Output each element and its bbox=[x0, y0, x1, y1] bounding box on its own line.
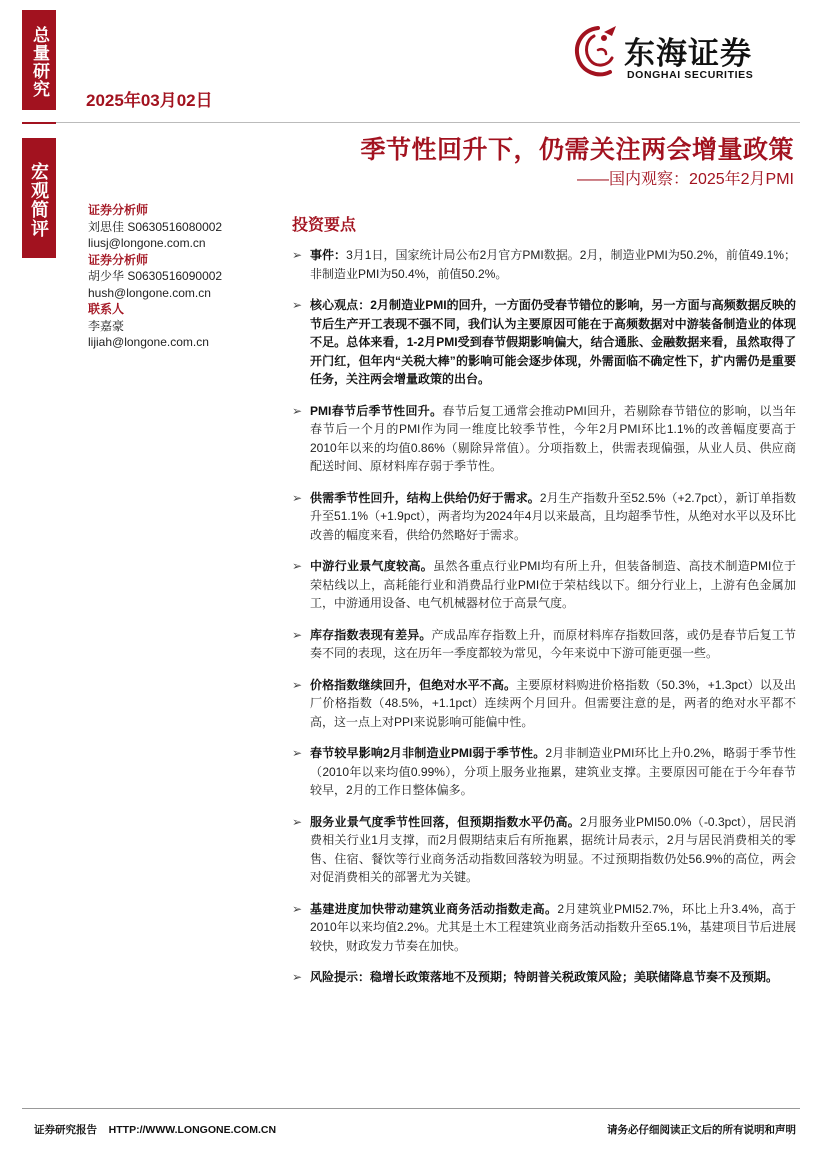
header-divider bbox=[22, 122, 800, 123]
key-point-lead: 春节较早影响2月非制造业PMI弱于季节性。 bbox=[310, 746, 546, 760]
analyst-email: liusj@longone.com.cn bbox=[88, 236, 206, 250]
footer-divider bbox=[22, 1108, 800, 1109]
header-divider-accent bbox=[22, 122, 56, 124]
key-point-text: 春节后复工通常会推动PMI回升，若剔除春节错位的影响，以当年春节后一个月的PMI作为同一维度比较季节性，今年2月PMI环比1.1%的改善幅度要高于2010年以来的均值0.86%（剔除异常值）。分项指数上，供需表现偏强，从业人员、供应商配送时间、原材料库存弱于季节性。 bbox=[310, 403, 796, 473]
arrow-bullet-icon: ➢ bbox=[292, 901, 303, 916]
key-point-lead: 中游行业景气度较高。 bbox=[310, 559, 434, 573]
risk-warning-text: 稳增长政策落地不及预期；特朗普关税政策风险；美联储降息节奏不及预期。 bbox=[370, 970, 779, 984]
report-category-label: 总量研究 bbox=[30, 26, 49, 98]
key-point-lead: 基建进度加快带动建筑业商务活动指数走高。 bbox=[310, 901, 558, 916]
arrow-bullet-icon: ➢ bbox=[292, 490, 303, 505]
key-point-text: 2月制造业PMI的回升，一方面仍受春节错位的影响，另一方面与高频数据反映的节后生产开工表现不强不同，我们认为主要原因可能在于高频数据对中游装备制造业的体现不足。总体来看，1-2月PMI受到春节假期影响偏大，结合通胀、金融数据来看，虽然取得了开门红，但年内“关税大棒”的影响可能会逐步体现，外需面临不确定性下，扩内需仍是重要任务，关注两会增量政策的出台。 bbox=[310, 298, 796, 386]
key-point-lead: 价格指数继续回升，但绝对水平不高。 bbox=[310, 677, 517, 692]
key-point-text: 虽然各重点行业PMI均有所上升，但装备制造、高技术制造PMI位于荣枯线以上，高耗能行业和消费品行业PMI位于荣枯线以下。细分行业上，上游有色金属加工，中游通用设备、电气机械器材位于高景气度。 bbox=[310, 559, 796, 610]
key-point-lead: 事件： bbox=[310, 248, 347, 262]
company-logo-text: 东海证券 bbox=[624, 36, 752, 72]
report-title: 季节性回升下，仍需关注两会增量政策 bbox=[360, 136, 794, 164]
company-logo-english: DONGHAI SECURITIES bbox=[627, 69, 754, 81]
key-point-text: 2月服务业PMI50.0%（-0.3pct），居民消费相关行业1月支撑，而2月假期结束后有所拖累，据统计局表示，2月与居民消费相关的零售、住宿、餐饮等行业商务活动指数回落较为明显。不过预期指数仍处56.9%的高位，两会对促消费相关的部署尤为关键。 bbox=[310, 814, 796, 884]
key-point-item bbox=[292, 744, 796, 800]
key-point-lead: 服务业景气度季节性回落，但预期指数水平仍高。 bbox=[310, 814, 580, 829]
footer-website: 证券研究报告 HTTP://WWW.LONGONE.COM.CN bbox=[34, 1124, 277, 1136]
key-point-item bbox=[292, 626, 796, 663]
risk-warning-lead: 风险提示： bbox=[310, 970, 371, 984]
key-point-text: 产成品库存指数上升，而原材料库存指数回落，或仍是春节后复工节奏不同的表现，这在历年一季度都较为常见，今年来说中下游可能更强一些。 bbox=[310, 627, 796, 660]
report-type-tag bbox=[22, 138, 56, 258]
arrow-bullet-icon: ➢ bbox=[292, 248, 303, 262]
contact-name: 李嘉豪 bbox=[88, 318, 125, 333]
arrow-bullet-icon: ➢ bbox=[292, 559, 303, 573]
footer-disclaimer: 请务必仔细阅读正文后的所有说明和声明 bbox=[607, 1124, 796, 1136]
key-point-item bbox=[292, 557, 796, 613]
analyst-role: 证券分析师 bbox=[88, 203, 149, 217]
analyst-name: 刘思佳 S0630516080002 bbox=[88, 219, 223, 234]
key-point-item bbox=[292, 813, 796, 887]
arrow-bullet-icon: ➢ bbox=[292, 627, 303, 642]
section-heading: 投资要点 bbox=[292, 217, 357, 234]
contact-role: 联系人 bbox=[88, 302, 125, 316]
arrow-bullet-icon: ➢ bbox=[292, 298, 303, 312]
analyst-role: 证券分析师 bbox=[88, 252, 149, 267]
risk-warning-item bbox=[292, 968, 796, 987]
key-point-lead: PMI春节后季节性回升。 bbox=[310, 403, 443, 418]
report-date: 2025年03月02日 bbox=[86, 91, 213, 110]
arrow-bullet-icon: ➢ bbox=[292, 970, 303, 984]
key-point-lead: 核心观点： bbox=[310, 298, 371, 312]
key-point-item bbox=[292, 676, 796, 732]
report-type-label: 宏观简评 bbox=[29, 162, 49, 238]
report-category-tag bbox=[22, 10, 56, 110]
analyst-name: 胡少华 S0630516090002 bbox=[88, 269, 223, 283]
arrow-bullet-icon: ➢ bbox=[292, 814, 303, 829]
analyst-entry bbox=[88, 301, 268, 351]
key-point-item bbox=[292, 900, 796, 956]
report-subtitle: ——国内观察：2025年2月PMI bbox=[577, 171, 794, 188]
analyst-list bbox=[88, 202, 268, 351]
key-point-text: 3月1日，国家统计局公布2月官方PMI数据。2月，制造业PMI为50.2%，前值49.1%；非制造业PMI为50.4%，前值50.2%。 bbox=[310, 248, 796, 281]
key-point-item bbox=[292, 402, 796, 476]
key-point-text: 2月建筑业PMI52.7%，环比上升3.4%，高于2010年以来均值2.2%。尤其是土木工程建筑业商务活动指数升至65.1%，基建项目节后进展较快，财政发力节奏在加快。 bbox=[310, 901, 796, 953]
key-point-lead: 库存指数表现有差异。 bbox=[310, 627, 432, 642]
arrow-bullet-icon: ➢ bbox=[292, 403, 303, 418]
analyst-entry bbox=[88, 252, 268, 302]
key-points-list bbox=[292, 246, 796, 1000]
key-point-text: 2月非制造业PMI环比上升0.2%，略弱于季节性（2010年以来均值0.99%），分项上服务业拖累，建筑业支撑。主要原因可能在于今年春节较早，2月的工作日整体偏多。 bbox=[310, 746, 796, 797]
analyst-entry bbox=[88, 202, 268, 252]
arrow-bullet-icon: ➢ bbox=[292, 746, 303, 760]
key-point-text: 2月生产指数升至52.5%（+2.7pct），新订单指数升至51.1%（+1.9pct），两者均为2024年4月以来最高，且均超季节性，从绝对水平以及环比改善的幅度来看，供给仍然略好于需求。 bbox=[310, 490, 796, 542]
dragon-logo-icon bbox=[568, 22, 626, 84]
contact-email: lijiah@longone.com.cn bbox=[88, 335, 209, 349]
analyst-email: hush@longone.com.cn bbox=[88, 285, 211, 300]
key-point-lead: 供需季节性回升，结构上供给仍好于需求。 bbox=[310, 490, 540, 505]
arrow-bullet-icon: ➢ bbox=[292, 677, 303, 692]
key-point-item bbox=[292, 246, 796, 283]
key-point-item bbox=[292, 296, 796, 389]
key-point-item bbox=[292, 489, 796, 545]
key-point-text: 主要原材料购进价格指数（50.3%，+1.3pct）以及出厂价格指数（48.5%，+1.1pct）连续两个月回升。但需要注意的是，两者的绝对水平都不高，这一点上对PPI来说影响可能偏中性。 bbox=[310, 677, 796, 729]
